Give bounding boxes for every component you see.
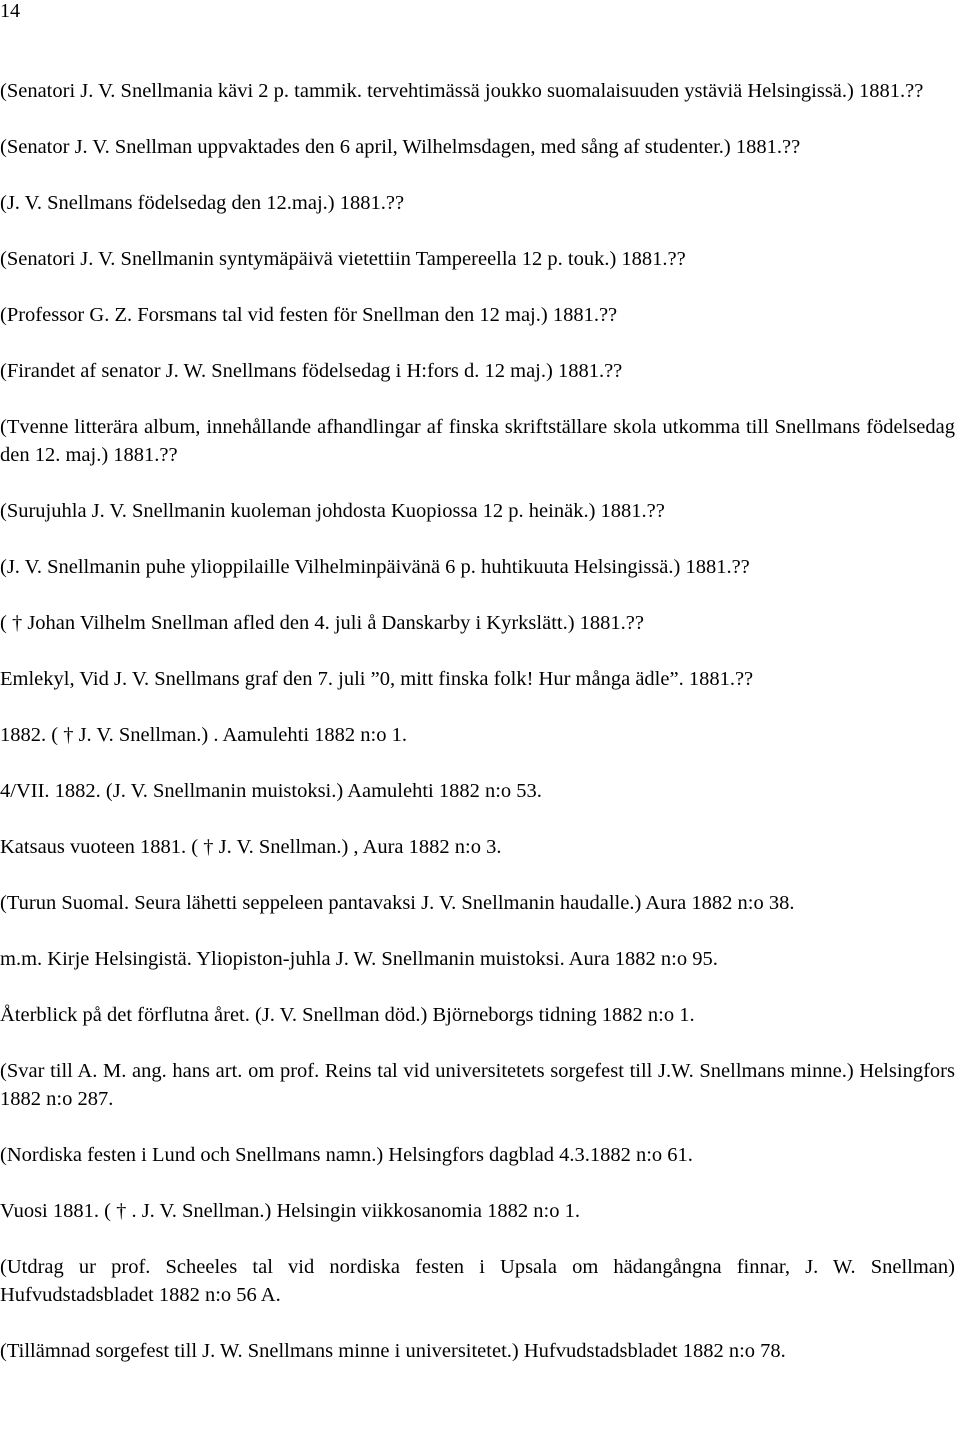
list-item: (Senator J. V. Snellman uppvaktades den 6 april, Wilhelmsdagen, med sång af studenter.) 1881.?? bbox=[0, 136, 801, 158]
page-number: 14 bbox=[0, 0, 20, 22]
list-item: (Nordiska festen i Lund och Snellmans namn.) Helsingfors dagblad 4.3.1882 n:o 61. bbox=[0, 1144, 693, 1166]
list-item: Vuosi 1881. ( † . J. V. Snellman.) Helsingin viikkosanomia 1882 n:o 1. bbox=[0, 1200, 580, 1222]
list-item: (Senatori J. V. Snellmania kävi 2 p. tammik. tervehtimässä joukko suomalaisuuden ystäviä Helsingissä.) 1881.?? bbox=[0, 80, 924, 102]
list-item: m.m. Kirje Helsingistä. Yliopiston-juhla J. W. Snellmanin muistoksi. Aura 1882 n:o 95. bbox=[0, 948, 718, 970]
list-item: ( † Johan Vilhelm Snellman afled den 4. juli å Danskarby i Kyrkslätt.) 1881.?? bbox=[0, 612, 644, 634]
list-item: (Utdrag ur prof. Scheeles tal vid nordiska festen i Upsala om hädangångna finnar, J. W. Snellman) Hufvudstadsbladet 1882 n:o 56 A. bbox=[0, 1256, 955, 1306]
list-item: (J. V. Snellmanin puhe ylioppilaille Vilhelminpäivänä 6 p. huhtikuuta Helsingissä.) 1881.?? bbox=[0, 556, 750, 578]
list-item: (Svar till A. M. ang. hans art. om prof. Reins tal vid universitetets sorgefest till J.W. Snellmans minne.) Helsingfors 1882 n:o 287. bbox=[0, 1060, 955, 1110]
list-item: (Tillämnad sorgefest till J. W. Snellmans minne i universitetet.) Hufvudstadsbladet 1882 n:o 78. bbox=[0, 1340, 786, 1362]
list-item: (Tvenne litterära album, innehållande afhandlingar af finska skriftställare skola utkomma till Snellmans födelsedag den 12. maj.) 1881.?? bbox=[0, 416, 955, 466]
list-item: (Turun Suomal. Seura lähetti seppeleen pantavaksi J. V. Snellmanin haudalle.) Aura 1882 n:o 38. bbox=[0, 892, 795, 914]
list-item: (J. V. Snellmans födelsedag den 12.maj.) 1881.?? bbox=[0, 192, 405, 214]
list-item: Återblick på det förflutna året. (J. V. Snellman död.) Björneborgs tidning 1882 n:o 1. bbox=[0, 1004, 695, 1026]
list-item: 1882. ( † J. V. Snellman.) . Aamulehti 1882 n:o 1. bbox=[0, 724, 407, 746]
list-item: (Professor G. Z. Forsmans tal vid festen för Snellman den 12 maj.) 1881.?? bbox=[0, 304, 618, 326]
list-item: 4/VII. 1882. (J. V. Snellmanin muistoksi.) Aamulehti 1882 n:o 53. bbox=[0, 780, 542, 802]
list-item: Katsaus vuoteen 1881. ( † J. V. Snellman.) , Aura 1882 n:o 3. bbox=[0, 836, 502, 858]
bibliography-list bbox=[0, 77, 955, 1393]
list-item: (Senatori J. V. Snellmanin syntymäpäivä vietettiin Tampereella 12 p. touk.) 1881.?? bbox=[0, 248, 686, 270]
list-item: Emlekyl, Vid J. V. Snellmans graf den 7. juli ”0, mitt finska folk! Hur många ädle”. 1881.?? bbox=[0, 668, 754, 690]
list-item: (Surujuhla J. V. Snellmanin kuoleman johdosta Kuopiossa 12 p. heinäk.) 1881.?? bbox=[0, 500, 665, 522]
list-item: (Firandet af senator J. W. Snellmans födelsedag i H:fors d. 12 maj.) 1881.?? bbox=[0, 360, 623, 382]
